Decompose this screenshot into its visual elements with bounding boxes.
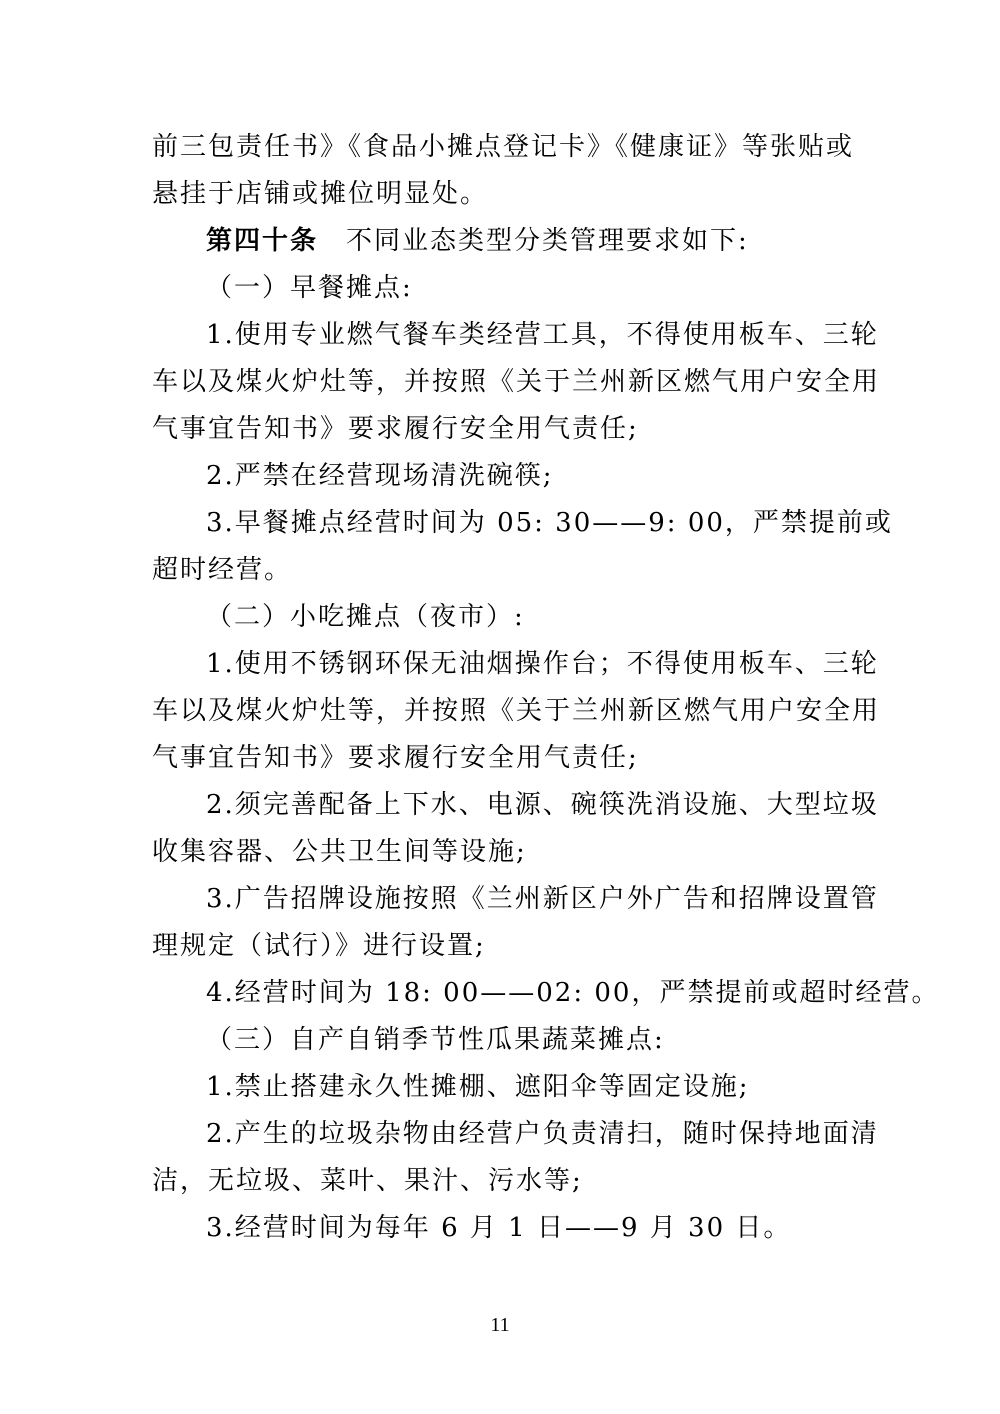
- text-line: 车以及煤火炉灶等，并按照《关于兰州新区燃气用户安全用: [152, 367, 881, 397]
- section-heading: （二）小吃摊点（夜市）:: [206, 602, 525, 632]
- text-line: 3.经营时间为每年 6 月 1 日——9 月 30 日。: [206, 1213, 792, 1243]
- text-line: 1.使用不锈钢环保无油烟操作台；不得使用板车、三轮: [206, 649, 879, 679]
- text-line: 前三包责任书》《食品小摊点登记卡》《健康证》等张贴或: [152, 132, 855, 162]
- text-line: 超时经营。: [152, 555, 293, 585]
- text-line: 4.经营时间为 18: 00——02: 00，严禁提前或超时经营。: [206, 978, 940, 1008]
- article-line: [152, 218, 852, 265]
- section-heading: （一）早餐摊点:: [206, 273, 413, 303]
- text-line: 洁，无垃圾、菜叶、果汁、污水等;: [152, 1166, 583, 1196]
- article-text: 不同业态类型分类管理要求如下:: [346, 226, 749, 256]
- text-line: 理规定（试行）》进行设置;: [152, 931, 486, 961]
- section-heading: （三）自产自销季节性瓜果蔬菜摊点:: [206, 1025, 665, 1055]
- text-line: 2.严禁在经营现场清洗碗筷;: [206, 461, 554, 491]
- text-line: 3.早餐摊点经营时间为 05: 30——9: 00，严禁提前或: [206, 508, 893, 538]
- text-line: 气事宜告知书》要求履行安全用气责任;: [152, 414, 639, 444]
- page-number: 11: [490, 1314, 510, 1336]
- document-body: [152, 124, 940, 1252]
- text-line: 2.产生的垃圾杂物由经营户负责清扫，随时保持地面清: [206, 1119, 879, 1149]
- text-line: 3.广告招牌设施按照《兰州新区户外广告和招牌设置管: [206, 884, 879, 914]
- text-line: 气事宜告知书》要求履行安全用气责任;: [152, 743, 639, 773]
- text-line: 1.禁止搭建永久性摊棚、遮阳伞等固定设施;: [206, 1072, 750, 1102]
- text-line: 收集容器、公共卫生间等设施;: [152, 837, 527, 867]
- article-heading: 第四十条: [206, 226, 319, 256]
- text-line: 1.使用专业燃气餐车类经营工具，不得使用板车、三轮: [206, 320, 879, 350]
- text-line: 车以及煤火炉灶等，并按照《关于兰州新区燃气用户安全用: [152, 696, 881, 726]
- text-line: 2.须完善配备上下水、电源、碗筷洗消设施、大型垃圾: [206, 790, 879, 820]
- text-line: 悬挂于店铺或摊位明显处。: [152, 179, 489, 209]
